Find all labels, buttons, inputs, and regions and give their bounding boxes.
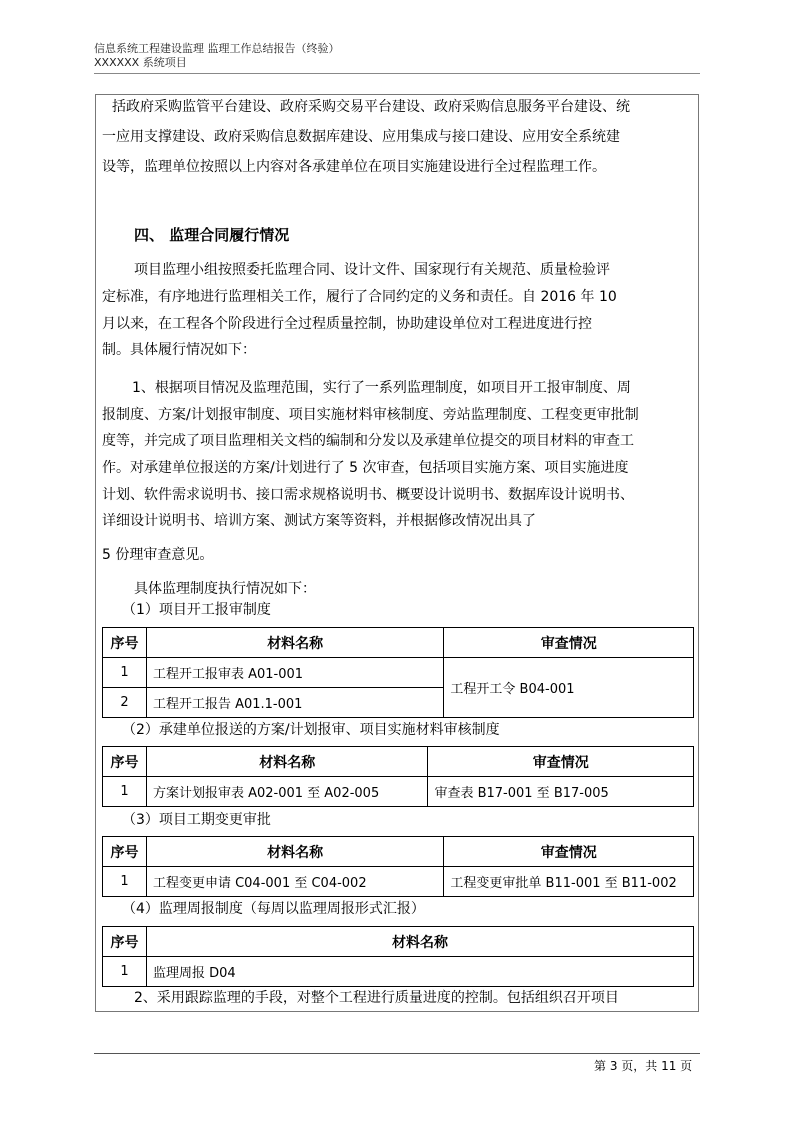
para1-line: 项目监理小组按照委托监理合同、设计文件、国家现行有关规范、质量检验评 bbox=[134, 262, 610, 278]
page-header bbox=[94, 42, 340, 70]
para2-line: 详细设计说明书、培训方案、测试方案等资料，并根据修改情况出具了 bbox=[102, 513, 536, 529]
cell: 工程变更申请 C04-001 至 C04-002 bbox=[146, 867, 443, 897]
footer-rule bbox=[94, 1053, 700, 1054]
cell: 1 bbox=[103, 957, 147, 987]
col-header: 材料名称 bbox=[146, 837, 443, 867]
table3-caption: （3）项目工期变更审批 bbox=[122, 812, 271, 828]
para2-line: 计划、软件需求说明书、接口需求规格说明书、概要设计说明书、数据库设计说明书、 bbox=[102, 487, 634, 503]
table1 bbox=[102, 627, 694, 718]
table4-caption: （4）监理周报制度（每周以监理周报形式汇报） bbox=[122, 901, 425, 917]
cell: 1 bbox=[103, 658, 147, 688]
table-header-row bbox=[103, 837, 694, 867]
para2-line: 报制度、方案/计划报审制度、项目实施材料审核制度、旁站监理制度、工程变更审批制 bbox=[102, 407, 639, 423]
table-row bbox=[103, 777, 694, 807]
para1-line: 月以来，在工程各个阶段进行全过程质量控制，协助建设单位对工程进度进行控 bbox=[102, 316, 592, 332]
table-header-row bbox=[103, 628, 694, 658]
cell: 1 bbox=[103, 777, 147, 807]
para1-line: 制。具体履行情况如下： bbox=[102, 342, 256, 358]
col-header: 审查情况 bbox=[444, 837, 694, 867]
para2-line: 作。对承建单位报送的方案/计划进行了 5 次审查，包括项目实施方案、项目实施进度 bbox=[102, 460, 629, 476]
page-number: 第 3 页，共 11 页 bbox=[594, 1059, 693, 1073]
para2-line: 度等，并完成了项目监理相关文档的编制和分发以及承建单位提交的项目材料的审查工 bbox=[102, 433, 634, 449]
col-header: 审查情况 bbox=[428, 747, 694, 777]
table4 bbox=[102, 926, 694, 987]
col-header: 序号 bbox=[103, 628, 147, 658]
table-row bbox=[103, 867, 694, 897]
col-header: 材料名称 bbox=[146, 628, 443, 658]
cell: 方案计划报审表 A02-001 至 A02-005 bbox=[146, 777, 428, 807]
table-row bbox=[103, 957, 694, 987]
col-header: 材料名称 bbox=[146, 927, 693, 957]
col-header: 序号 bbox=[103, 927, 147, 957]
para3: 具体监理制度执行情况如下： bbox=[134, 581, 316, 597]
table1-caption: （1）项目开工报审制度 bbox=[122, 602, 271, 618]
cell: 工程开工报审表 A01-001 bbox=[146, 658, 443, 688]
table3 bbox=[102, 836, 694, 897]
cell: 工程开工令 B04-001 bbox=[444, 658, 694, 718]
table2-caption: （2）承建单位报送的方案/计划报审、项目实施材料审核制度 bbox=[122, 722, 500, 738]
para2-line: 5 份理审查意见。 bbox=[102, 547, 214, 563]
intro-line-1: 括政府采购监管平台建设、政府采购交易平台建设、政府采购信息服务平台建设、统 bbox=[112, 99, 630, 115]
header-rule bbox=[94, 73, 700, 74]
col-header: 材料名称 bbox=[146, 747, 428, 777]
intro-line-3: 设等，监理单位按照以上内容对各承建单位在项目实施建设进行全过程监理工作。 bbox=[102, 159, 606, 175]
closing-line: 2、采用跟踪监理的手段，对整个工程进行质量进度的控制。包括组织召开项目 bbox=[134, 990, 619, 1006]
cell: 工程开工报告 A01.1-001 bbox=[146, 688, 443, 718]
table-header-row bbox=[103, 747, 694, 777]
table-row bbox=[103, 658, 694, 688]
header-project: XXXXXX 系统项目 bbox=[94, 56, 187, 69]
section-heading: 四、 监理合同履行情况 bbox=[134, 226, 290, 244]
table-header-row bbox=[103, 927, 694, 957]
cell: 工程变更审批单 B11-001 至 B11-002 bbox=[444, 867, 694, 897]
header-title: 信息系统工程建设监理 监理工作总结报告（终验） bbox=[94, 42, 340, 55]
cell: 监理周报 D04 bbox=[146, 957, 693, 987]
intro-line-2: 一应用支撑建设、政府采购信息数据库建设、应用集成与接口建设、应用安全系统建 bbox=[102, 129, 620, 145]
col-header: 审查情况 bbox=[444, 628, 694, 658]
cell: 审查表 B17-001 至 B17-005 bbox=[428, 777, 694, 807]
col-header: 序号 bbox=[103, 747, 147, 777]
table2 bbox=[102, 746, 694, 807]
col-header: 序号 bbox=[103, 837, 147, 867]
cell: 1 bbox=[103, 867, 147, 897]
para1-line: 定标准，有序地进行监理相关工作，履行了合同约定的义务和责任。自 2016 年 10 bbox=[102, 289, 617, 305]
cell: 2 bbox=[103, 688, 147, 718]
para2-line: 1、根据项目情况及监理范围，实行了一系列监理制度，如项目开工报审制度、周 bbox=[132, 380, 631, 396]
